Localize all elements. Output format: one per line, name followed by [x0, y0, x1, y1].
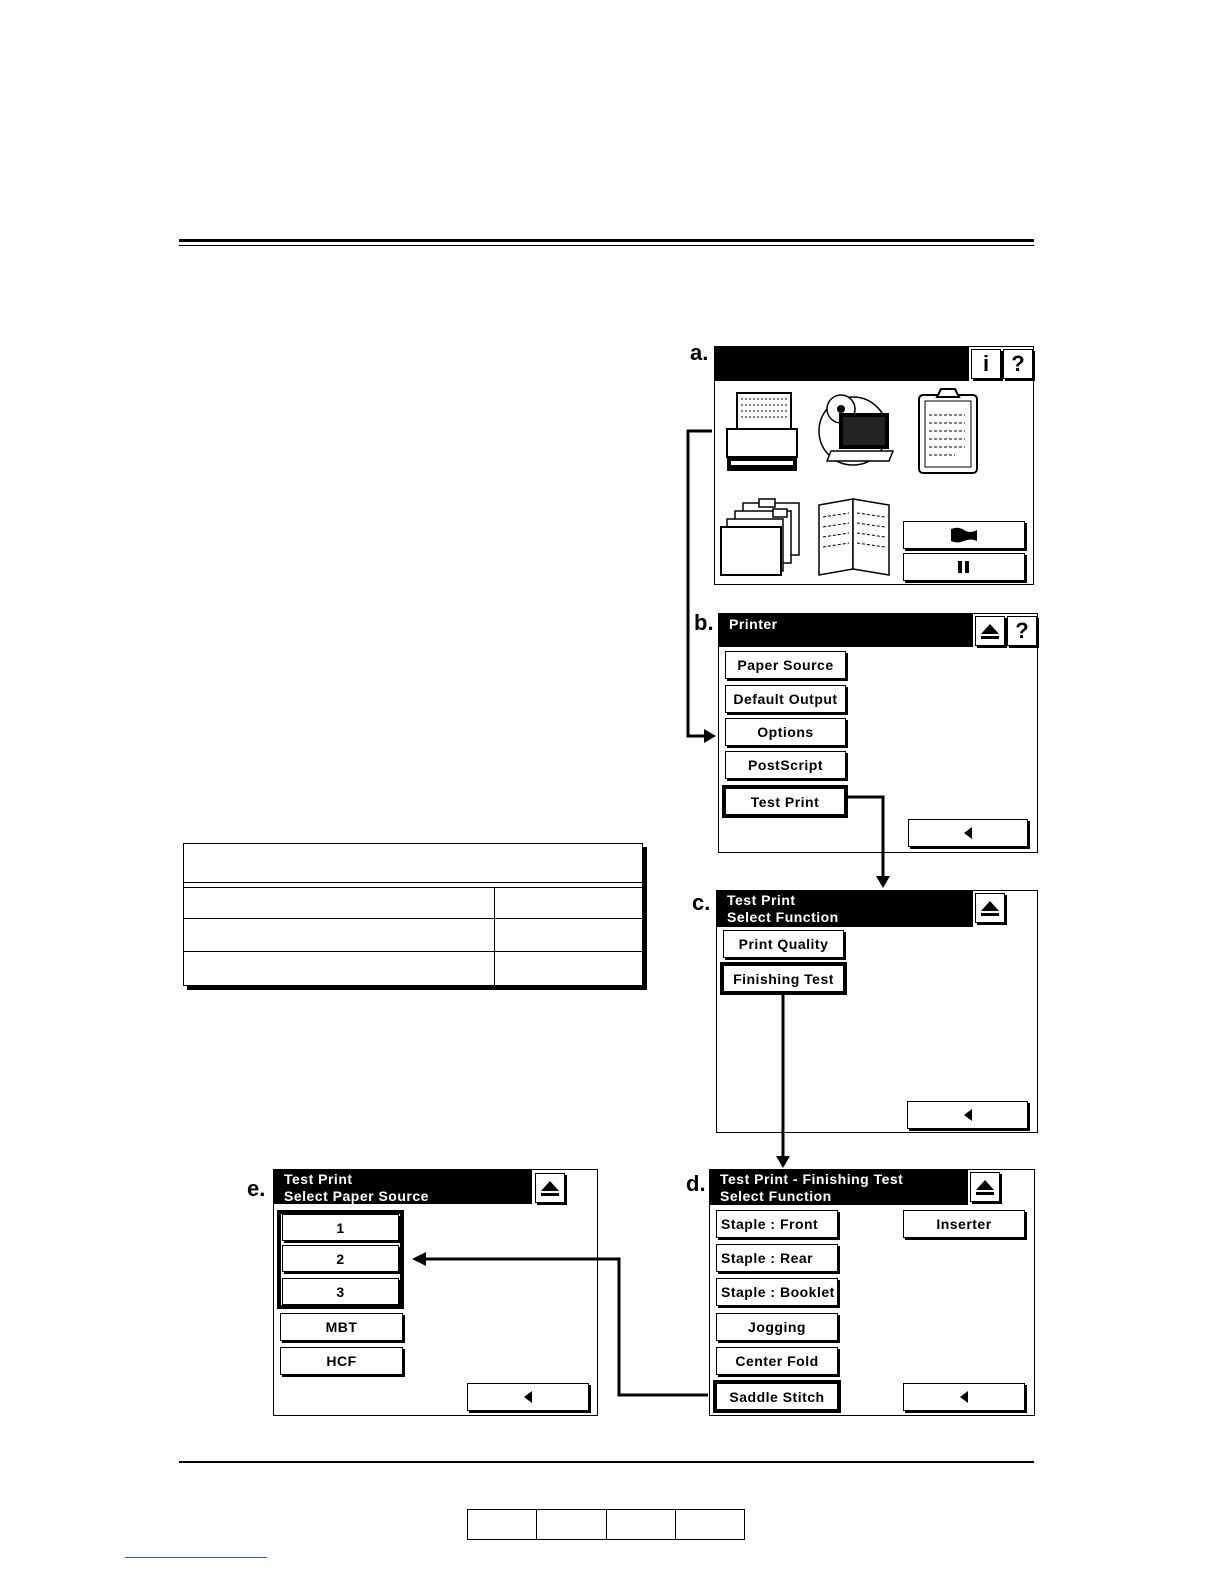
empty-table: [183, 843, 643, 986]
jogging-button[interactable]: Jogging: [716, 1313, 838, 1341]
help-icon[interactable]: ?: [1003, 349, 1033, 379]
footer-box: [607, 1510, 676, 1539]
footer-link-underline: [125, 1557, 267, 1558]
arrowhead-a-to-b: [704, 729, 716, 743]
table-header-rule: [184, 882, 642, 883]
label-a: a.: [690, 340, 709, 365]
mbt-button[interactable]: MBT: [280, 1313, 403, 1341]
table-row-rule: [184, 918, 642, 919]
inserter-button[interactable]: Inserter: [903, 1210, 1025, 1238]
panel-d-title-line1: Test Print - Finishing Test: [720, 1171, 904, 1187]
arrowhead-c-to-d: [776, 1156, 790, 1168]
staple-rear-button[interactable]: Staple : Rear: [716, 1244, 838, 1272]
postscript-button[interactable]: PostScript: [725, 751, 846, 779]
tray-1-button[interactable]: 1: [282, 1214, 399, 1241]
label-d: d.: [686, 1171, 706, 1196]
panel-e-title-line2: Select Paper Source: [284, 1188, 429, 1204]
footer-box: [676, 1510, 744, 1539]
center-fold-button[interactable]: Center Fold: [716, 1347, 838, 1375]
table-row-rule: [184, 951, 642, 952]
table-column-rule: [494, 887, 495, 985]
panel-b-title: Printer: [729, 616, 778, 632]
table-row-rule: [184, 887, 642, 888]
staple-front-button[interactable]: Staple : Front: [716, 1210, 838, 1238]
arrowhead-d-to-e: [412, 1252, 426, 1266]
test-print-button[interactable]: Test Print: [722, 785, 848, 818]
panel-d-title-line2: Select Function: [720, 1188, 832, 1204]
footer-box: [537, 1510, 606, 1539]
label-e: e.: [247, 1176, 266, 1201]
panel-c-title-line1: Test Print: [727, 892, 796, 908]
finishing-test-button[interactable]: Finishing Test: [720, 962, 847, 995]
tray-3-button[interactable]: 3: [282, 1278, 399, 1305]
arrow-a-to-b: [688, 431, 712, 736]
arrow-d-to-e: [426, 1259, 708, 1395]
panel-c-title-line2: Select Function: [727, 909, 839, 925]
footer-rule: [179, 1461, 1034, 1463]
label-c: c.: [692, 890, 711, 915]
arrow-b-to-c: [847, 797, 883, 878]
default-output-button[interactable]: Default Output: [725, 685, 846, 713]
print-quality-button[interactable]: Print Quality: [723, 930, 844, 958]
footer-box: [468, 1510, 537, 1539]
label-b: b.: [694, 610, 714, 635]
page-footer-boxes: [467, 1509, 745, 1540]
saddle-stitch-button[interactable]: Saddle Stitch: [713, 1380, 841, 1413]
panel-e-title-line1: Test Print: [284, 1171, 353, 1187]
arrowhead-b-to-c: [876, 876, 890, 888]
info-icon[interactable]: i: [971, 349, 1001, 379]
staple-booklet-button[interactable]: Staple : Booklet: [716, 1278, 838, 1306]
hcf-button[interactable]: HCF: [280, 1347, 403, 1375]
tray-2-button[interactable]: 2: [282, 1245, 399, 1272]
options-button[interactable]: Options: [725, 718, 846, 746]
paper-source-button[interactable]: Paper Source: [725, 651, 846, 679]
help-icon[interactable]: ?: [1007, 616, 1037, 646]
